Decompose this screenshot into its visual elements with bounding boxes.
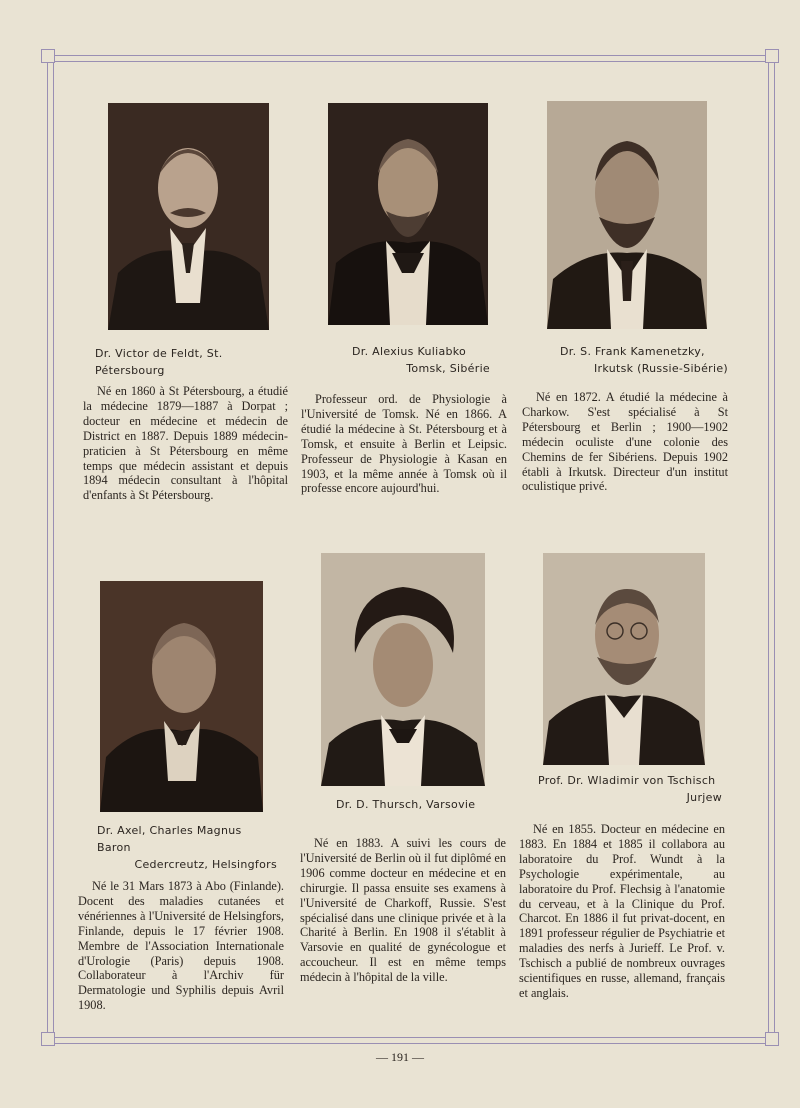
portrait-photo-kuliabko (328, 103, 488, 325)
bio-kamenetzky: Né en 1872. A étudié la médecine à Charkow. S'est spécialisé à St Pétersbourg et Berlin ; 1900—1902 médecin oculiste d'une colonie des Chemins de fer Sibériens. Depuis 1902 établi à Irkutsk. Directeur d'un institut oculistique privé. (522, 390, 728, 494)
caption-line: Cedercreutz, Helsingfors (134, 858, 277, 871)
caption-line: Dr. Alexius Kuliabko (352, 345, 467, 358)
portrait-photo-tschisch (543, 553, 705, 765)
caption-line: Prof. Dr. Wladimir von Tschisch (538, 774, 716, 787)
caption-line: Dr. Axel, Charles Magnus Baron (97, 824, 242, 854)
bio-kuliabko: Professeur ord. de Physiologie à l'Université de Tomsk. Né en 1866. A étudié la médecine à St. Pétersbourg et à Tomsk, et ensuite à Berlin et Leipsic. Professeur de Physiologie à Kasan en 1903, et la même année à Tomsk où il professe encore aujourd'hui. (301, 392, 507, 496)
caption-line: Tomsk, Sibérie (406, 362, 490, 375)
portrait-photo-thursch (321, 553, 485, 786)
caption-kamenetzky (560, 343, 728, 377)
bio-feldt: Né en 1860 à St Pétersbourg, a étudié la médecine 1879—1887 à Dorpat ; docteur en médecine et médecin de District en 1887. Depuis 1889 médecin-praticien à St Pétersbourg en même temps que médecin assistant et depuis 1894 médecin consultant à l'hôpital d'enfants à St Pétersbourg. (83, 384, 288, 503)
page-number: — 191 — (376, 1050, 424, 1064)
bio-tschisch: Né en 1855. Docteur en médecine en 1883. En 1884 et 1885 il collabora au laboratoire du Prof. Wundt à la Psychologie expérimentale, au laboratoire du Prof. Flechsig à l'anatomie du cerveau, et à la Clinique du Prof. Charcot. En 1886 il fut privat-docent, en 1891 professeur régulier de Psychiatrie et maladies des nerfs à Jurieff. Le Prof. v. Tschisch a publié de nombreux ouvrages scientifiques en russe, allemand, français et anglais. (519, 822, 725, 1000)
caption-kuliabko (352, 343, 490, 377)
caption-line: Dr. D. Thursch, Varsovie (336, 798, 476, 811)
caption-line: Irkutsk (Russie-Sibérie) (594, 362, 728, 375)
border-corner-ornament (41, 49, 55, 63)
caption-line: Jurjew (686, 791, 722, 804)
border-corner-ornament (765, 1032, 779, 1046)
caption-line: Dr. Victor de Feldt, St. Pétersbourg (95, 347, 223, 377)
caption-tschisch (538, 772, 722, 806)
caption-thursch (336, 796, 476, 813)
portrait-photo-cedercreutz (100, 581, 263, 812)
caption-feldt (95, 345, 290, 379)
portrait-photo-feldt (108, 103, 269, 330)
caption-cedercreutz (97, 822, 277, 873)
caption-line: Dr. S. Frank Kamenetzky, (560, 345, 705, 358)
portrait-photo-kamenetzky (547, 101, 707, 329)
bio-thursch: Né en 1883. A suivi les cours de l'Université de Berlin où il fut diplômé en 1906 comme docteur en médecine et en chirurgie. Il passa ensuite ses examens à l'Université de Charkoff, Russie. S'est spécialisé dans une clinique privée et à la Charité à Berlin. En 1908 il s'établit à Varsovie en qualité de gynécologue et accoucheur. Il est en même temps médecin à l'hôpital de la ville. (300, 836, 506, 985)
bio-cedercreutz: Né le 31 Mars 1873 à Abo (Finlande). Docent des maladies cutanées et vénériennes à l'Université de Helsingfors, Finlande, depuis le 17 février 1908. Membre de l'Association Internationale d'Urologie (Paris) depuis 1908. Collaborateur à l'Archiv für Dermatologie und Syphilis depuis Avril 1908. (78, 879, 284, 1013)
border-corner-ornament (41, 1032, 55, 1046)
border-corner-ornament (765, 49, 779, 63)
